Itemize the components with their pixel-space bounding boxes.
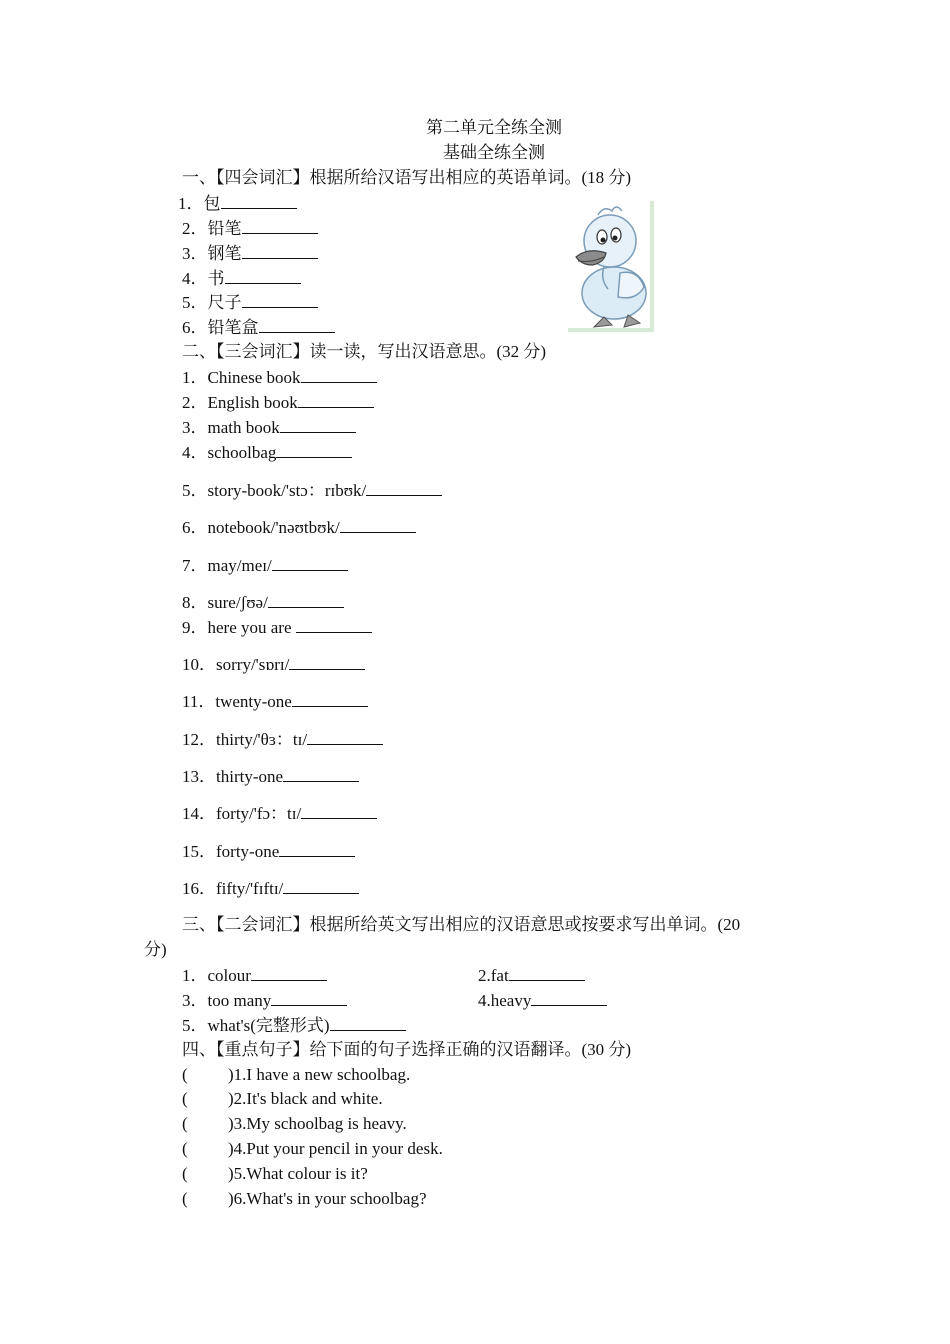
s2-item-12: 12．thirty/'θɜ：tɪ/ [182, 729, 383, 750]
answer-blank[interactable] [221, 193, 297, 209]
section-3-heading-cont: 分) [144, 940, 167, 959]
answer-blank[interactable] [242, 292, 318, 308]
answer-blank[interactable] [283, 766, 359, 782]
answer-blank[interactable] [280, 417, 356, 433]
answer-paren[interactable]: ( [182, 1089, 188, 1108]
s3-item-4: 4.heavy [478, 990, 607, 1011]
answer-blank[interactable] [242, 243, 318, 259]
duck-illustration-icon [568, 201, 656, 333]
s2-item-2: 2．English book [182, 392, 374, 413]
answer-paren[interactable]: ( [182, 1114, 188, 1133]
s4-item-3: ( )3.My schoolbag is heavy. [182, 1114, 407, 1133]
s2-item-9: 9．here you are [182, 617, 372, 638]
answer-blank[interactable] [242, 218, 318, 234]
answer-blank[interactable] [283, 878, 359, 894]
page-subtitle: 基础全练全测 [443, 143, 545, 162]
s1-item-6: 6．铅笔盒 [182, 317, 335, 338]
s4-item-4: ( )4.Put your pencil in your desk. [182, 1139, 443, 1158]
page-title: 第二单元全练全测 [426, 118, 562, 137]
answer-blank[interactable] [296, 617, 372, 633]
s3-item-5: 5．what's(完整形式) [182, 1015, 406, 1036]
s2-item-4: 4．schoolbag [182, 442, 352, 463]
answer-paren[interactable]: ( [182, 1139, 188, 1158]
s2-item-13: 13．thirty-one [182, 766, 359, 787]
answer-paren[interactable]: ( [182, 1065, 188, 1084]
s2-item-3: 3．math book [182, 417, 356, 438]
section-2-heading: 二、【三会词汇】读一读，写出汉语意思。(32 分) [182, 342, 547, 361]
answer-blank[interactable] [271, 990, 347, 1006]
s1-item-1: 1．包 [178, 193, 297, 214]
s2-item-8: 8．sure/ʃʊə/ [182, 592, 344, 613]
section-1-heading: 一、【四会词汇】根据所给汉语写出相应的英语单词。(18 分) [182, 168, 632, 187]
s1-item-3: 3．钢笔 [182, 243, 318, 264]
answer-blank[interactable] [272, 555, 348, 571]
s3-item-1: 1．colour [182, 965, 327, 986]
s2-item-10: 10．sorry/'sɒrɪ/ [182, 654, 365, 675]
answer-paren[interactable]: ( [182, 1189, 188, 1208]
s2-item-16: 16．fifty/'fɪftɪ/ [182, 878, 359, 899]
s4-item-6: ( )6.What's in your schoolbag? [182, 1189, 427, 1208]
section-3-heading: 三、【二会词汇】根据所给英文写出相应的汉语意思或按要求写出单词。(20 [182, 915, 741, 934]
answer-blank[interactable] [225, 268, 301, 284]
answer-blank[interactable] [301, 803, 377, 819]
s3-item-2: 2.fat [478, 965, 585, 986]
answer-blank[interactable] [509, 965, 585, 981]
answer-blank[interactable] [292, 691, 368, 707]
answer-blank[interactable] [276, 442, 352, 458]
answer-blank[interactable] [366, 480, 442, 496]
s2-item-11: 11．twenty-one [182, 691, 368, 712]
answer-blank[interactable] [289, 654, 365, 670]
answer-blank[interactable] [268, 592, 344, 608]
answer-blank[interactable] [307, 729, 383, 745]
answer-blank[interactable] [298, 392, 374, 408]
s2-item-1: 1．Chinese book [182, 367, 377, 388]
s1-item-2: 2．铅笔 [182, 218, 318, 239]
answer-blank[interactable] [330, 1015, 406, 1031]
s2-item-5: 5．story-book/'stɔ：rɪbʊk/ [182, 480, 442, 501]
s1-item-5: 5．尺子 [182, 292, 318, 313]
answer-blank[interactable] [259, 317, 335, 333]
answer-blank[interactable] [279, 841, 355, 857]
answer-blank[interactable] [251, 965, 327, 981]
answer-paren[interactable]: ( [182, 1164, 188, 1183]
s2-item-14: 14．forty/'fɔ：tɪ/ [182, 803, 377, 824]
s4-item-1: ( )1.I have a new schoolbag. [182, 1065, 411, 1084]
s2-item-7: 7．may/meɪ/ [182, 555, 348, 576]
section-4-heading: 四、【重点句子】给下面的句子选择正确的汉语翻译。(30 分) [182, 1040, 632, 1059]
answer-blank[interactable] [340, 517, 416, 533]
s2-item-15: 15．forty-one [182, 841, 355, 862]
answer-blank[interactable] [531, 990, 607, 1006]
answer-blank[interactable] [301, 367, 377, 383]
s4-item-5: ( )5.What colour is it? [182, 1164, 368, 1183]
s1-item-4: 4．书 [182, 268, 301, 289]
s2-item-6: 6．notebook/'nəʊtbʊk/ [182, 517, 416, 538]
s3-item-3: 3．too many [182, 990, 347, 1011]
s4-item-2: ( )2.It's black and white. [182, 1089, 383, 1108]
